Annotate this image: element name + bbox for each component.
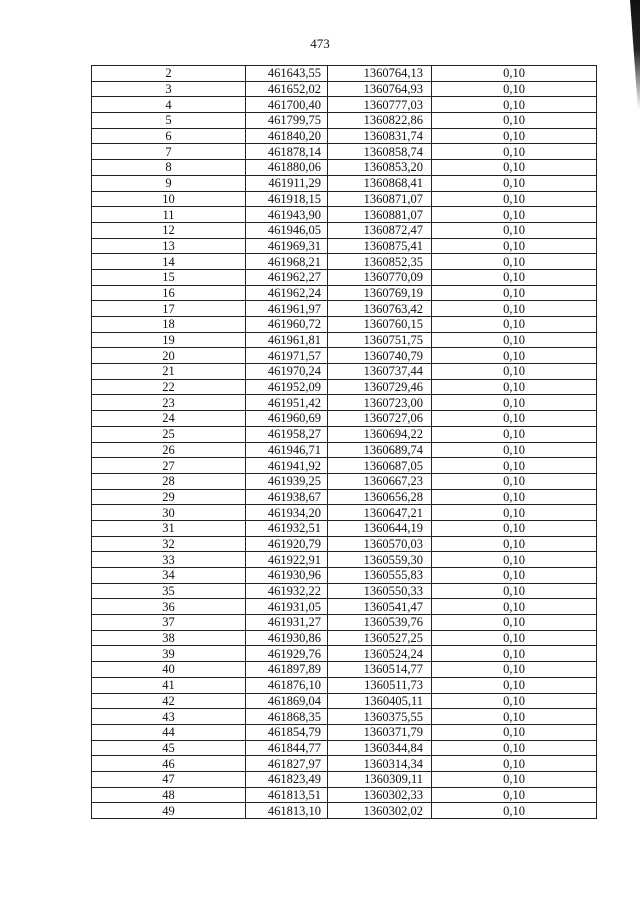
point-number-cell: 13 [92, 238, 246, 254]
y-coordinate-cell: 1360511,73 [328, 677, 432, 693]
point-number-cell: 35 [92, 583, 246, 599]
y-coordinate-cell: 1360770,09 [328, 269, 432, 285]
table-row [92, 677, 597, 693]
accuracy-cell: 0,10 [432, 97, 597, 113]
x-coordinate-cell: 461840,20 [246, 128, 328, 144]
x-coordinate-cell: 461934,20 [246, 505, 328, 521]
accuracy-cell: 0,10 [432, 301, 597, 317]
table-row [92, 568, 597, 584]
x-coordinate-cell: 461939,25 [246, 473, 328, 489]
point-number-cell: 11 [92, 207, 246, 223]
y-coordinate-cell: 1360309,11 [328, 771, 432, 787]
y-coordinate-cell: 1360852,35 [328, 254, 432, 270]
y-coordinate-cell: 1360871,07 [328, 191, 432, 207]
accuracy-cell: 0,10 [432, 144, 597, 160]
accuracy-cell: 0,10 [432, 787, 597, 803]
accuracy-cell: 0,10 [432, 630, 597, 646]
y-coordinate-cell: 1360868,41 [328, 175, 432, 191]
point-number-cell: 25 [92, 426, 246, 442]
table-row [92, 144, 597, 160]
point-number-cell: 6 [92, 128, 246, 144]
x-coordinate-cell: 461827,97 [246, 756, 328, 772]
accuracy-cell: 0,10 [432, 426, 597, 442]
table-row [92, 552, 597, 568]
point-number-cell: 4 [92, 97, 246, 113]
point-number-cell: 31 [92, 520, 246, 536]
y-coordinate-cell: 1360881,07 [328, 207, 432, 223]
accuracy-cell: 0,10 [432, 583, 597, 599]
x-coordinate-cell: 461932,22 [246, 583, 328, 599]
y-coordinate-cell: 1360644,19 [328, 520, 432, 536]
accuracy-cell: 0,10 [432, 160, 597, 176]
y-coordinate-cell: 1360314,34 [328, 756, 432, 772]
accuracy-cell: 0,10 [432, 348, 597, 364]
y-coordinate-cell: 1360763,42 [328, 301, 432, 317]
y-coordinate-cell: 1360656,28 [328, 489, 432, 505]
point-number-cell: 44 [92, 724, 246, 740]
x-coordinate-cell: 461952,09 [246, 379, 328, 395]
y-coordinate-cell: 1360694,22 [328, 426, 432, 442]
coordinates-table-body [92, 66, 597, 819]
point-number-cell: 16 [92, 285, 246, 301]
point-number-cell: 20 [92, 348, 246, 364]
table-row [92, 442, 597, 458]
y-coordinate-cell: 1360737,44 [328, 364, 432, 380]
table-row [92, 693, 597, 709]
y-coordinate-cell: 1360760,15 [328, 317, 432, 333]
x-coordinate-cell: 461961,81 [246, 332, 328, 348]
accuracy-cell: 0,10 [432, 81, 597, 97]
x-coordinate-cell: 461932,51 [246, 520, 328, 536]
y-coordinate-cell: 1360371,79 [328, 724, 432, 740]
accuracy-cell: 0,10 [432, 442, 597, 458]
point-number-cell: 12 [92, 222, 246, 238]
y-coordinate-cell: 1360764,13 [328, 66, 432, 82]
table-row [92, 599, 597, 615]
accuracy-cell: 0,10 [432, 520, 597, 536]
accuracy-cell: 0,10 [432, 599, 597, 615]
accuracy-cell: 0,10 [432, 615, 597, 631]
x-coordinate-cell: 461943,90 [246, 207, 328, 223]
y-coordinate-cell: 1360541,47 [328, 599, 432, 615]
table-row [92, 395, 597, 411]
table-row [92, 207, 597, 223]
x-coordinate-cell: 461941,92 [246, 458, 328, 474]
accuracy-cell: 0,10 [432, 552, 597, 568]
point-number-cell: 42 [92, 693, 246, 709]
x-coordinate-cell: 461911,29 [246, 175, 328, 191]
y-coordinate-cell: 1360764,93 [328, 81, 432, 97]
table-row [92, 317, 597, 333]
point-number-cell: 9 [92, 175, 246, 191]
y-coordinate-cell: 1360687,05 [328, 458, 432, 474]
y-coordinate-cell: 1360302,02 [328, 803, 432, 819]
table-row [92, 254, 597, 270]
table-row [92, 97, 597, 113]
x-coordinate-cell: 461922,91 [246, 552, 328, 568]
page-edge-shadow [630, 0, 640, 110]
table-row [92, 473, 597, 489]
y-coordinate-cell: 1360777,03 [328, 97, 432, 113]
accuracy-cell: 0,10 [432, 364, 597, 380]
point-number-cell: 38 [92, 630, 246, 646]
accuracy-cell: 0,10 [432, 693, 597, 709]
x-coordinate-cell: 461971,57 [246, 348, 328, 364]
table-row [92, 332, 597, 348]
accuracy-cell: 0,10 [432, 317, 597, 333]
accuracy-cell: 0,10 [432, 740, 597, 756]
y-coordinate-cell: 1360647,21 [328, 505, 432, 521]
y-coordinate-cell: 1360375,55 [328, 709, 432, 725]
x-coordinate-cell: 461799,75 [246, 113, 328, 129]
accuracy-cell: 0,10 [432, 191, 597, 207]
accuracy-cell: 0,10 [432, 771, 597, 787]
point-number-cell: 36 [92, 599, 246, 615]
table-row [92, 536, 597, 552]
y-coordinate-cell: 1360689,74 [328, 442, 432, 458]
table-row [92, 285, 597, 301]
accuracy-cell: 0,10 [432, 395, 597, 411]
accuracy-cell: 0,10 [432, 379, 597, 395]
y-coordinate-cell: 1360527,25 [328, 630, 432, 646]
x-coordinate-cell: 461854,79 [246, 724, 328, 740]
y-coordinate-cell: 1360875,41 [328, 238, 432, 254]
point-number-cell: 45 [92, 740, 246, 756]
table-row [92, 771, 597, 787]
accuracy-cell: 0,10 [432, 662, 597, 678]
point-number-cell: 19 [92, 332, 246, 348]
x-coordinate-cell: 461643,55 [246, 66, 328, 82]
y-coordinate-cell: 1360667,23 [328, 473, 432, 489]
x-coordinate-cell: 461931,27 [246, 615, 328, 631]
accuracy-cell: 0,10 [432, 756, 597, 772]
point-number-cell: 40 [92, 662, 246, 678]
x-coordinate-cell: 461962,24 [246, 285, 328, 301]
table-row [92, 630, 597, 646]
x-coordinate-cell: 461918,15 [246, 191, 328, 207]
point-number-cell: 29 [92, 489, 246, 505]
table-row [92, 583, 597, 599]
x-coordinate-cell: 461938,67 [246, 489, 328, 505]
accuracy-cell: 0,10 [432, 128, 597, 144]
table-row [92, 615, 597, 631]
table-row [92, 128, 597, 144]
x-coordinate-cell: 461813,10 [246, 803, 328, 819]
table-row [92, 113, 597, 129]
point-number-cell: 7 [92, 144, 246, 160]
table-row [92, 66, 597, 82]
x-coordinate-cell: 461968,21 [246, 254, 328, 270]
table-row [92, 740, 597, 756]
point-number-cell: 27 [92, 458, 246, 474]
table-row [92, 175, 597, 191]
point-number-cell: 46 [92, 756, 246, 772]
y-coordinate-cell: 1360769,19 [328, 285, 432, 301]
x-coordinate-cell: 461844,77 [246, 740, 328, 756]
table-row [92, 709, 597, 725]
x-coordinate-cell: 461969,31 [246, 238, 328, 254]
x-coordinate-cell: 461868,35 [246, 709, 328, 725]
x-coordinate-cell: 461920,79 [246, 536, 328, 552]
table-row [92, 348, 597, 364]
accuracy-cell: 0,10 [432, 66, 597, 82]
point-number-cell: 32 [92, 536, 246, 552]
y-coordinate-cell: 1360570,03 [328, 536, 432, 552]
x-coordinate-cell: 461869,04 [246, 693, 328, 709]
accuracy-cell: 0,10 [432, 803, 597, 819]
point-number-cell: 30 [92, 505, 246, 521]
y-coordinate-cell: 1360727,06 [328, 411, 432, 427]
x-coordinate-cell: 461958,27 [246, 426, 328, 442]
y-coordinate-cell: 1360853,20 [328, 160, 432, 176]
accuracy-cell: 0,10 [432, 207, 597, 223]
y-coordinate-cell: 1360524,24 [328, 646, 432, 662]
point-number-cell: 15 [92, 269, 246, 285]
y-coordinate-cell: 1360751,75 [328, 332, 432, 348]
x-coordinate-cell: 461813,51 [246, 787, 328, 803]
accuracy-cell: 0,10 [432, 505, 597, 521]
accuracy-cell: 0,10 [432, 269, 597, 285]
table-row [92, 662, 597, 678]
x-coordinate-cell: 461930,96 [246, 568, 328, 584]
point-number-cell: 47 [92, 771, 246, 787]
y-coordinate-cell: 1360740,79 [328, 348, 432, 364]
point-number-cell: 26 [92, 442, 246, 458]
point-number-cell: 10 [92, 191, 246, 207]
x-coordinate-cell: 461700,40 [246, 97, 328, 113]
accuracy-cell: 0,10 [432, 238, 597, 254]
y-coordinate-cell: 1360514,77 [328, 662, 432, 678]
accuracy-cell: 0,10 [432, 285, 597, 301]
point-number-cell: 48 [92, 787, 246, 803]
point-number-cell: 39 [92, 646, 246, 662]
table-row [92, 191, 597, 207]
point-number-cell: 28 [92, 473, 246, 489]
accuracy-cell: 0,10 [432, 489, 597, 505]
point-number-cell: 34 [92, 568, 246, 584]
x-coordinate-cell: 461960,69 [246, 411, 328, 427]
accuracy-cell: 0,10 [432, 222, 597, 238]
accuracy-cell: 0,10 [432, 677, 597, 693]
y-coordinate-cell: 1360559,30 [328, 552, 432, 568]
y-coordinate-cell: 1360555,83 [328, 568, 432, 584]
table-row [92, 646, 597, 662]
x-coordinate-cell: 461823,49 [246, 771, 328, 787]
table-row [92, 787, 597, 803]
x-coordinate-cell: 461929,76 [246, 646, 328, 662]
table-row [92, 724, 597, 740]
point-number-cell: 5 [92, 113, 246, 129]
table-row [92, 505, 597, 521]
accuracy-cell: 0,10 [432, 254, 597, 270]
y-coordinate-cell: 1360302,33 [328, 787, 432, 803]
accuracy-cell: 0,10 [432, 724, 597, 740]
point-number-cell: 17 [92, 301, 246, 317]
x-coordinate-cell: 461897,89 [246, 662, 328, 678]
x-coordinate-cell: 461652,02 [246, 81, 328, 97]
accuracy-cell: 0,10 [432, 332, 597, 348]
point-number-cell: 18 [92, 317, 246, 333]
y-coordinate-cell: 1360539,76 [328, 615, 432, 631]
x-coordinate-cell: 461946,05 [246, 222, 328, 238]
x-coordinate-cell: 461962,27 [246, 269, 328, 285]
point-number-cell: 24 [92, 411, 246, 427]
x-coordinate-cell: 461951,42 [246, 395, 328, 411]
y-coordinate-cell: 1360729,46 [328, 379, 432, 395]
accuracy-cell: 0,10 [432, 458, 597, 474]
table-row [92, 379, 597, 395]
y-coordinate-cell: 1360344,84 [328, 740, 432, 756]
x-coordinate-cell: 461961,97 [246, 301, 328, 317]
x-coordinate-cell: 461930,86 [246, 630, 328, 646]
accuracy-cell: 0,10 [432, 411, 597, 427]
table-row [92, 238, 597, 254]
x-coordinate-cell: 461960,72 [246, 317, 328, 333]
x-coordinate-cell: 461946,71 [246, 442, 328, 458]
table-row [92, 160, 597, 176]
accuracy-cell: 0,10 [432, 709, 597, 725]
table-row [92, 458, 597, 474]
point-number-cell: 23 [92, 395, 246, 411]
page-number: 473 [310, 36, 330, 51]
point-number-cell: 43 [92, 709, 246, 725]
coordinates-table [91, 65, 597, 819]
table-row [92, 426, 597, 442]
point-number-cell: 49 [92, 803, 246, 819]
accuracy-cell: 0,10 [432, 113, 597, 129]
table-row [92, 489, 597, 505]
accuracy-cell: 0,10 [432, 536, 597, 552]
x-coordinate-cell: 461880,06 [246, 160, 328, 176]
x-coordinate-cell: 461970,24 [246, 364, 328, 380]
table-row [92, 411, 597, 427]
accuracy-cell: 0,10 [432, 473, 597, 489]
table-row [92, 364, 597, 380]
table-row [92, 222, 597, 238]
point-number-cell: 14 [92, 254, 246, 270]
accuracy-cell: 0,10 [432, 568, 597, 584]
x-coordinate-cell: 461931,05 [246, 599, 328, 615]
y-coordinate-cell: 1360550,33 [328, 583, 432, 599]
table-row [92, 301, 597, 317]
x-coordinate-cell: 461876,10 [246, 677, 328, 693]
table-row [92, 81, 597, 97]
point-number-cell: 21 [92, 364, 246, 380]
table-row [92, 269, 597, 285]
accuracy-cell: 0,10 [432, 175, 597, 191]
table-row [92, 756, 597, 772]
point-number-cell: 2 [92, 66, 246, 82]
y-coordinate-cell: 1360723,00 [328, 395, 432, 411]
y-coordinate-cell: 1360872,47 [328, 222, 432, 238]
y-coordinate-cell: 1360858,74 [328, 144, 432, 160]
table-row [92, 520, 597, 536]
point-number-cell: 3 [92, 81, 246, 97]
y-coordinate-cell: 1360831,74 [328, 128, 432, 144]
point-number-cell: 37 [92, 615, 246, 631]
table-row [92, 803, 597, 819]
y-coordinate-cell: 1360822,86 [328, 113, 432, 129]
point-number-cell: 22 [92, 379, 246, 395]
point-number-cell: 33 [92, 552, 246, 568]
x-coordinate-cell: 461878,14 [246, 144, 328, 160]
point-number-cell: 8 [92, 160, 246, 176]
accuracy-cell: 0,10 [432, 646, 597, 662]
y-coordinate-cell: 1360405,11 [328, 693, 432, 709]
point-number-cell: 41 [92, 677, 246, 693]
